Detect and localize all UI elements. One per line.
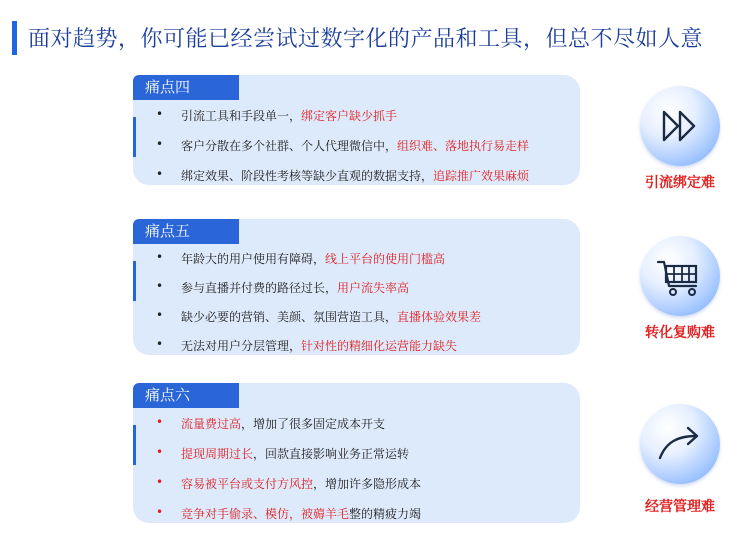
item-text: 参与直播并付费的路径过长，	[181, 281, 338, 295]
bullet: •	[156, 415, 164, 429]
bullet: •	[156, 167, 164, 181]
circle-badge-traffic	[640, 86, 720, 166]
item-highlight: 提现周期过长	[181, 447, 254, 461]
list-item	[133, 337, 570, 357]
item-text: 引流工具和手段单一，	[181, 109, 302, 123]
item-text: 缺少必要的营销、美颜、氛围营造工具，	[181, 310, 398, 324]
bullet: •	[156, 107, 164, 121]
list-item	[133, 415, 570, 435]
bullet: •	[156, 445, 164, 459]
item-highlight: 容易被平台或支付方风控	[181, 477, 314, 491]
circle-badge-conversion	[640, 236, 720, 316]
list-item	[133, 505, 570, 525]
fast-forward-icon	[640, 86, 720, 166]
item-highlight: 绑定客户缺少抓手	[301, 109, 398, 123]
circle-label: 经营管理难	[645, 499, 715, 515]
list-item	[133, 107, 570, 127]
list-item	[133, 250, 570, 270]
title-accent-bar	[12, 21, 17, 55]
bullet: •	[156, 475, 164, 489]
item-suffix: ，增加了很多固定成本开支	[241, 417, 386, 431]
list-item	[133, 167, 570, 187]
bullet: •	[156, 137, 164, 151]
pain-point-tag-6: 痛点六	[133, 383, 239, 408]
share-arrow-icon	[640, 404, 720, 484]
item-suffix: ，增加许多隐形成本	[313, 477, 422, 491]
circle-badge-operations	[640, 404, 720, 484]
item-text: 年龄大的用户使用有障碍，	[181, 252, 326, 266]
bullet: •	[156, 337, 164, 351]
shopping-cart-icon	[640, 236, 720, 316]
item-suffix: 整的精疲力竭	[349, 507, 422, 521]
item-highlight: 用户流失率高	[337, 281, 410, 295]
list-item	[133, 475, 570, 495]
list-item	[133, 445, 570, 465]
bullet: •	[156, 250, 164, 264]
bullet: •	[156, 279, 164, 293]
item-text: 无法对用户分层管理，	[181, 339, 302, 353]
item-text: 客户分散在多个社群、个人代理微信中，	[181, 139, 398, 153]
list-item	[133, 308, 570, 328]
bullet: •	[156, 505, 164, 519]
circle-label: 引流绑定难	[645, 175, 715, 191]
item-highlight: 直播体验效果差	[397, 310, 482, 324]
list-item	[133, 137, 570, 157]
item-highlight: 追踪推广效果麻烦	[433, 169, 530, 183]
item-highlight: 流量费过高	[181, 417, 242, 431]
bullet: •	[156, 308, 164, 322]
pain-point-tag-4: 痛点四	[133, 75, 239, 100]
item-highlight: 针对性的精细化运营能力缺失	[301, 339, 458, 353]
list-item	[133, 279, 570, 299]
pain-point-tag-5: 痛点五	[133, 219, 239, 244]
page-title: 面对趋势，你可能已经尝试过数字化的产品和工具，但总不尽如人意	[28, 27, 704, 52]
item-highlight: 线上平台的使用门槛高	[325, 252, 446, 266]
circle-label: 转化复购难	[645, 325, 715, 341]
item-highlight: 竞争对手偷录、模仿，被薅羊毛	[181, 507, 350, 521]
item-suffix: ，回款直接影响业务正常运转	[253, 447, 410, 461]
item-text: 绑定效果、阶段性考核等缺少直观的数据支持，	[181, 169, 434, 183]
item-highlight: 组织难、落地执行易走样	[397, 139, 530, 153]
